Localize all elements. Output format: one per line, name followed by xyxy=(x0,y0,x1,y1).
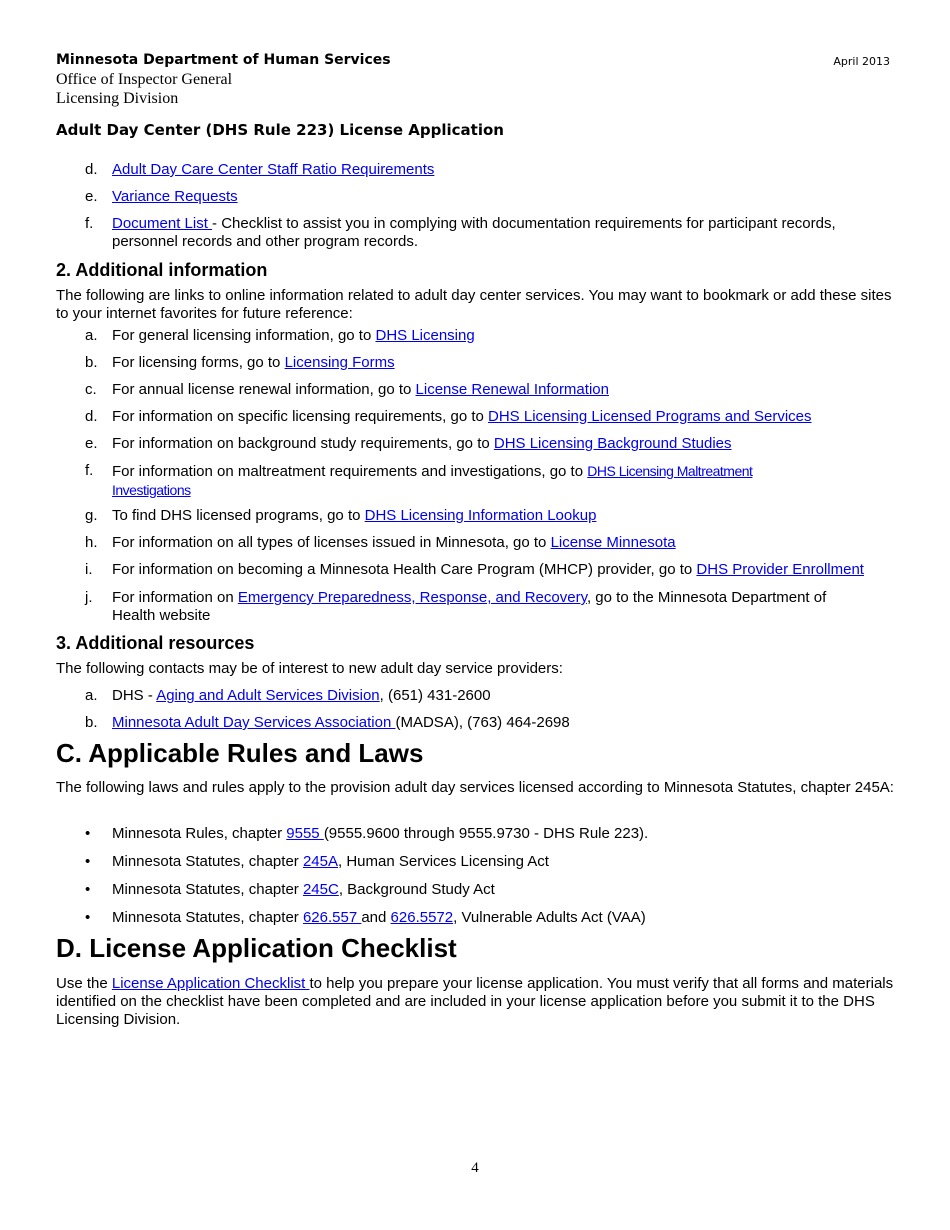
list-label: f. xyxy=(85,462,94,479)
aging-adult-services-link[interactable]: Aging and Adult Services Division xyxy=(156,687,380,704)
list-label: e. xyxy=(85,188,98,205)
madsa-link[interactable]: Minnesota Adult Day Services Association xyxy=(112,714,396,731)
list-item-text: DHS - xyxy=(112,687,157,704)
licensed-programs-link[interactable]: DHS Licensing Licensed Programs and Services xyxy=(488,408,812,425)
rule-9555-link[interactable]: 9555 xyxy=(286,825,324,842)
section-heading-applicable-rules: C. Applicable Rules and Laws xyxy=(56,738,424,768)
dhs-licensing-link[interactable]: DHS Licensing xyxy=(375,327,475,344)
list-label: f. xyxy=(85,215,94,232)
list-label: h. xyxy=(85,534,98,551)
list-item-text: To find DHS licensed programs, go to xyxy=(112,507,365,524)
background-studies-link[interactable]: DHS Licensing Background Studies xyxy=(493,435,732,452)
bullet-icon: • xyxy=(85,881,91,898)
list-item-text: , Vulnerable Adults Act (VAA) xyxy=(453,909,646,926)
list-item-text: For annual license renewal information, go to xyxy=(112,381,416,398)
list-item-text: For information on xyxy=(112,589,238,606)
bullet-icon: • xyxy=(85,853,91,870)
list-item-text: (MADSA), (763) 464-2698 xyxy=(395,714,570,731)
list-label: i. xyxy=(85,561,93,578)
list-item-text: - Checklist to assist you in complying with documentation requirements for participant records, personnel records and other program records. xyxy=(112,215,836,250)
paragraph-text: to help you prepare your license application. You must verify that all forms and materials identified on the checklist have been completed and are included in your license application before you submit it to the DHS Licensing Division. xyxy=(56,975,894,1028)
section-paragraph xyxy=(56,975,896,1029)
list-item-text: and xyxy=(361,909,391,926)
paragraph-text: Use the xyxy=(56,975,112,992)
provider-enrollment-link[interactable]: DHS Provider Enrollment xyxy=(696,561,864,578)
list-item-text: For licensing forms, go to xyxy=(112,354,285,371)
department-name: Minnesota Department of Human Services xyxy=(56,52,391,68)
list-item-text: For general licensing information, go to xyxy=(112,327,376,344)
list-label: d. xyxy=(85,408,98,425)
maltreatment-investigations-link[interactable]: DHS Licensing Maltreatment Investigations xyxy=(112,463,753,498)
statute-626-5572-link[interactable]: 626.5572 xyxy=(390,909,454,926)
document-date: April 2013 xyxy=(833,55,890,68)
bullet-icon: • xyxy=(85,909,91,926)
list-item-text: Minnesota Rules, chapter xyxy=(112,825,287,842)
list-label: b. xyxy=(85,354,98,371)
statute-626-557-link[interactable]: 626.557 xyxy=(302,909,362,926)
list-label: a. xyxy=(85,687,98,704)
license-renewal-link[interactable]: License Renewal Information xyxy=(415,381,609,398)
page-number: 4 xyxy=(471,1160,479,1176)
list-label: g. xyxy=(85,507,98,524)
licensing-forms-link[interactable]: Licensing Forms xyxy=(284,354,395,371)
list-label: a. xyxy=(85,327,98,344)
division-name: Licensing Division xyxy=(56,90,179,107)
list-item-text: , go to the Minnesota Department of Health website xyxy=(112,589,827,624)
section-heading-additional-information: 2. Additional information xyxy=(56,260,268,280)
list-label: d. xyxy=(85,161,98,178)
list-item-text: Minnesota Statutes, chapter xyxy=(112,853,303,870)
statute-245c-link[interactable]: 245C xyxy=(302,881,339,898)
staff-ratio-link[interactable]: Adult Day Care Center Staff Ratio Requirements xyxy=(112,161,435,178)
emergency-preparedness-link[interactable]: Emergency Preparedness, Response, and Recovery xyxy=(237,589,587,606)
license-minnesota-link[interactable]: License Minnesota xyxy=(550,534,676,551)
list-item-text: , Background Study Act xyxy=(338,881,495,898)
list-item-text: For information on background study requirements, go to xyxy=(112,435,494,452)
list-item-text: Minnesota Statutes, chapter xyxy=(112,909,303,926)
list-item-text: For information on specific licensing requirements, go to xyxy=(112,408,489,425)
section-heading-license-checklist: D. License Application Checklist xyxy=(56,933,457,963)
bullet-icon: • xyxy=(85,825,91,842)
list-label: c. xyxy=(85,381,97,398)
section-intro: The following laws and rules apply to the provision adult day services licensed according to Minnesota Statutes, chapter 245A: xyxy=(56,779,894,796)
list-item-text: For information on becoming a Minnesota Health Care Program (MHCP) provider, go to xyxy=(112,561,697,578)
list-item-text: , Human Services Licensing Act xyxy=(338,853,549,870)
list-label: j. xyxy=(85,589,93,606)
information-lookup-link[interactable]: DHS Licensing Information Lookup xyxy=(364,507,597,524)
list-label: b. xyxy=(85,714,98,731)
license-application-checklist-link[interactable]: License Application Checklist xyxy=(111,975,310,992)
section-heading-additional-resources: 3. Additional resources xyxy=(56,633,255,653)
variance-requests-link[interactable]: Variance Requests xyxy=(112,188,238,205)
list-item-text: For information on maltreatment requirements and investigations, go to xyxy=(112,463,588,480)
list-item-text: For information on all types of licenses issued in Minnesota, go to xyxy=(112,534,551,551)
list-item-text: , (651) 431-2600 xyxy=(379,687,491,704)
section-intro: The following are links to online information related to adult day center services. You may want to bookmark or add these sites to your internet favorites for future reference: xyxy=(56,287,892,322)
statute-245a-link[interactable]: 245A xyxy=(302,853,338,870)
list-label: e. xyxy=(85,435,98,452)
document-list-link[interactable]: Document List xyxy=(112,215,213,232)
section-intro: The following contacts may be of interest to new adult day service providers: xyxy=(56,660,563,677)
application-title: Adult Day Center (DHS Rule 223) License Application xyxy=(56,121,504,139)
office-name: Office of Inspector General xyxy=(56,71,233,88)
list-item-text: Minnesota Statutes, chapter xyxy=(112,881,303,898)
list-item-text: (9555.9600 through 9555.9730 - DHS Rule 223). xyxy=(323,825,649,842)
